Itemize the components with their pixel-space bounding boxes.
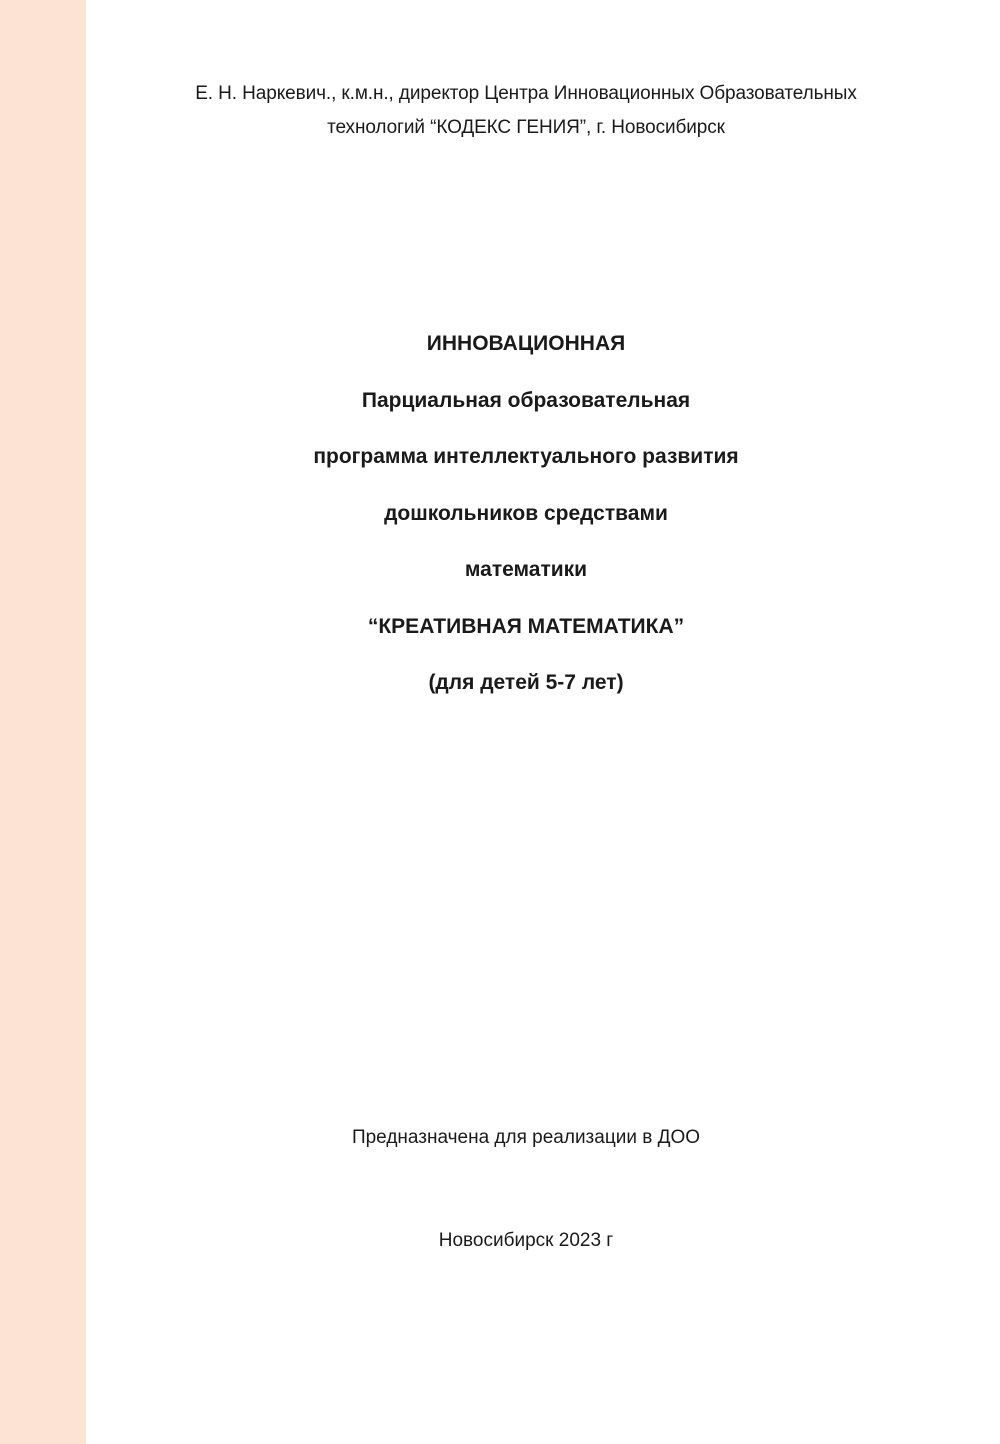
title-line-age-range: (для детей 5-7 лет) [428, 671, 624, 694]
purpose-statement: Предназначена для реализации в ДОО [351, 1127, 701, 1148]
title-line-innovative: ИННОВАЦИОННАЯ [426, 332, 626, 355]
decorative-side-stripe [0, 0, 86, 1444]
title-page [86, 0, 1000, 1444]
place-and-year: Новосибирск 2023 г [438, 1230, 614, 1251]
title-line-preschoolers: дошкольников средствами [384, 501, 668, 525]
program-title-block [86, 316, 966, 712]
title-line-intellectual-development: программа интеллектуального развития [313, 445, 739, 468]
title-line-mathematics: математики [464, 558, 588, 581]
title-line-partial-program: Парциальная образовательная [361, 388, 691, 412]
title-line-program-name: “КРЕАТИВНАЯ МАТЕМАТИКА” [367, 614, 685, 638]
author-affiliation-line-1: Е. Н. Наркевич., к.м.н., директор Центра Инновационных Образовательных [195, 83, 857, 104]
author-affiliation-line-2: технологий “КОДЕКС ГЕНИЯ”, г. Новосибирск [327, 117, 725, 138]
